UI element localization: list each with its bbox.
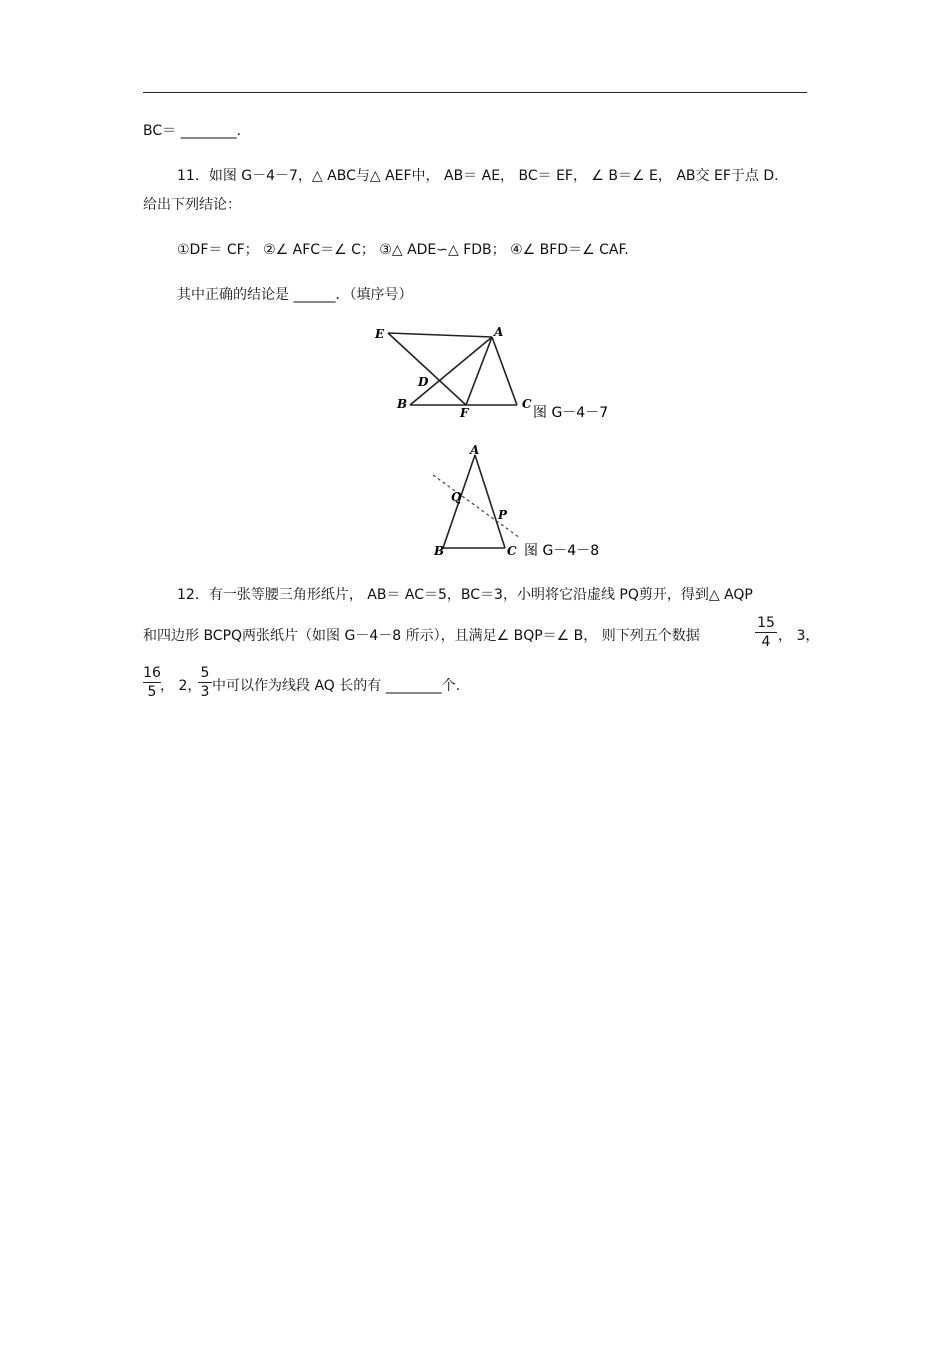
q11-statement: 11．如图 G－4－7，△ ABC与△ AEF中， AB＝ AE， BC＝ EF， ∠ B＝∠ E， AB交 EF于点 D. xyxy=(177,168,779,184)
q12-question: 中可以作为线段 AQ 长的有 ________个. xyxy=(212,678,461,694)
label-D: D xyxy=(418,375,429,389)
frac1-numerator: 15 xyxy=(757,615,775,631)
frac2-numerator: 16 xyxy=(143,665,161,681)
segment-AC xyxy=(475,455,505,548)
caption-g-4-8: 图 G－4－8 xyxy=(524,543,600,559)
q12-statement: 12．有一张等腰三角形纸片， AB＝ AC＝5，BC＝3，小明将它沿虚线 PQ剪开，得到△ AQP xyxy=(177,587,753,603)
label-B: B xyxy=(397,397,408,411)
label-F: F xyxy=(460,406,469,420)
segment-AC xyxy=(492,337,517,405)
segment-EA xyxy=(388,333,492,337)
q12-after-frac1: ， 3， xyxy=(778,628,820,644)
label-Q: Q xyxy=(451,490,462,504)
frac3-denominator: 3 xyxy=(200,684,210,700)
figure-g-4-7 xyxy=(360,320,620,425)
fraction-15-4 xyxy=(755,615,777,650)
q11-prompt: 给出下列结论： xyxy=(143,197,241,213)
fraction-16-5 xyxy=(143,665,161,700)
frac3-numerator: 5 xyxy=(200,665,210,681)
q12-statement-cont: 和四边形 BCPQ两张纸片（如图 G－4－8 所示），且满足∠ BQP＝∠ B， 则下列五个数据 xyxy=(143,628,700,644)
q11-answer-line: 其中正确的结论是 ______．（填序号） xyxy=(177,287,413,303)
label-B: B xyxy=(434,544,445,558)
label-A: A xyxy=(470,443,480,457)
frac1-denominator: 4 xyxy=(761,634,771,650)
q11-conclusions: ①DF＝ CF； ②∠ AFC＝∠ C； ③△ ADE∽△ FDB； ④∠ BFD＝∠ CAF. xyxy=(177,242,629,258)
fraction-5-3 xyxy=(198,665,212,700)
header-rule xyxy=(143,92,807,93)
figure-g-4-8 xyxy=(420,440,620,560)
q12-after-frac2: ， 2， xyxy=(160,678,202,694)
label-A: A xyxy=(494,325,504,339)
caption-g-4-7: 图 G－4－7 xyxy=(533,405,609,421)
label-C: C xyxy=(507,544,517,558)
label-C: C xyxy=(522,397,532,411)
label-E: E xyxy=(375,327,385,341)
frac2-denominator: 5 xyxy=(147,684,157,700)
prev-question-tail: BC＝ ________. xyxy=(143,123,242,139)
dashed-line-PQ xyxy=(433,475,520,538)
label-P: P xyxy=(498,508,508,522)
